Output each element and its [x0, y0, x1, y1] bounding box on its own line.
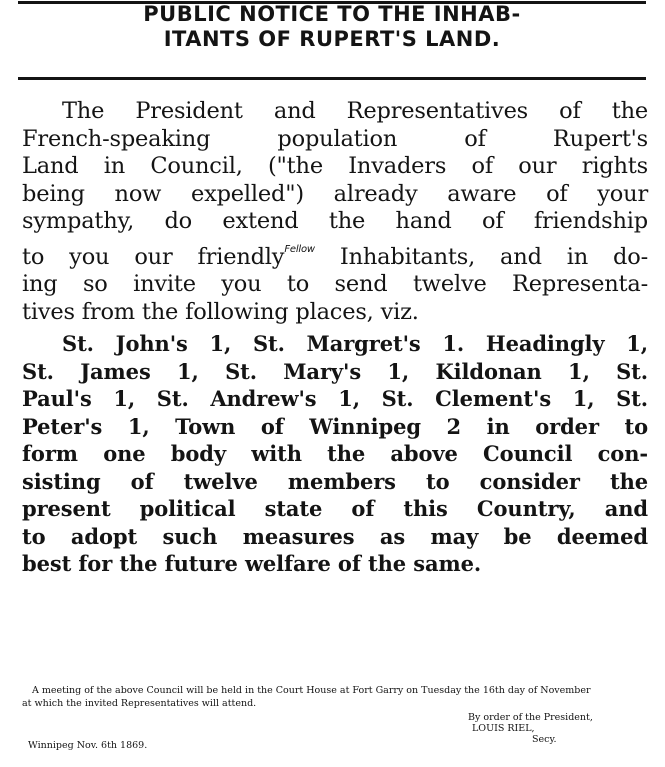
signatory-name: LOUIS RIEL, [472, 723, 535, 734]
body-fragment: to you our friendly [22, 243, 285, 270]
meeting-line: A meeting of the above Council will be held in the Court House at Fort Garry on Tuesday the 16th day of November [32, 685, 591, 696]
handwritten-interlineation: Fellow [284, 243, 315, 255]
body-line: Land in Council, ("the Invaders of our rights [22, 153, 648, 179]
signatory-title: Secy. [532, 734, 557, 745]
heading-line: ITANTS OF RUPERT'S LAND. [163, 27, 501, 51]
dateline: Winnipeg Nov. 6th 1869. [28, 740, 148, 751]
body-line: sympathy, do extend the hand of friendship [22, 208, 648, 234]
heading-line: PUBLIC NOTICE TO THE INHAB- [143, 2, 521, 26]
notice-body [22, 98, 648, 578]
body-line: St. James 1, St. Mary's 1, Kildonan 1, St. [22, 358, 648, 384]
signature-line: By order of the President, [468, 712, 593, 723]
body-line: best for the future welfare of the same. [22, 551, 482, 576]
body-line: The President and Representatives of the [62, 98, 648, 124]
body-line: ing so invite you to send twelve Representa- [22, 271, 648, 297]
heading-rule [18, 77, 646, 80]
body-line: St. John's 1, St. Margret's 1. Headingly 1, [62, 331, 648, 356]
body-line: being now expelled") already aware of your [22, 180, 648, 207]
body-line: form one body with the above Council con- [22, 441, 648, 466]
signature-block [468, 712, 638, 745]
meeting-line: at which the invited Representatives will attend. [22, 698, 257, 709]
body-line: to adopt such measures as may be deemed [22, 523, 648, 549]
meeting-notice [22, 684, 652, 710]
body-line: Peter's 1, Town of Winnipeg 2 in order to [22, 413, 648, 439]
body-line: sisting of twelve members to consider the [22, 468, 648, 494]
body-line: present political state of this Country, and [22, 496, 648, 521]
body-line: tives from the following places, viz. [22, 298, 419, 325]
body-fragment: Inhabitants, and in do- [339, 243, 648, 270]
notice-heading [18, 2, 646, 52]
body-line: French-speaking population of Rupert's [22, 125, 648, 152]
body-line: Paul's 1, St. Andrew's 1, St. Clement's 1, St. [22, 386, 648, 411]
body-line-with-interlineation [22, 236, 648, 272]
